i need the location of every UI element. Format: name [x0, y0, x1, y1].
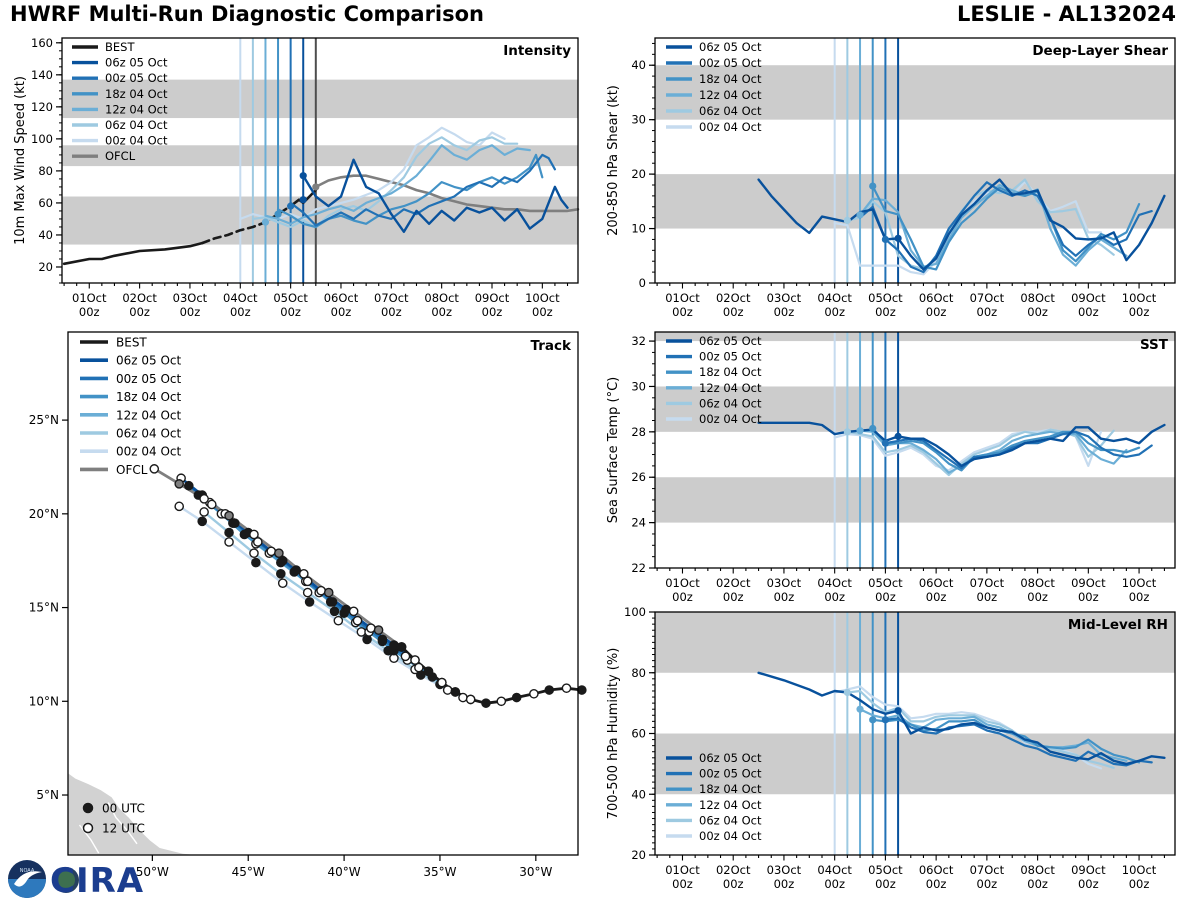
init-marker — [856, 211, 863, 218]
x-tick-hour: 00z — [1027, 305, 1048, 319]
marker-12utc — [350, 607, 358, 615]
legend-label: 12z 04 Oct — [699, 88, 762, 102]
marker-00utc — [198, 517, 206, 525]
legend — [80, 336, 182, 477]
x-tick-date: 06Oct — [918, 863, 954, 877]
init-time-lines — [835, 332, 898, 568]
x-tick-hour: 00z — [925, 590, 947, 604]
footer-logos — [8, 860, 144, 900]
x-tick-date: 02Oct — [122, 291, 157, 305]
legend-marker-filled — [84, 804, 93, 813]
legend-label: 06z 05 Oct — [105, 55, 168, 70]
marker-12utc — [250, 530, 258, 538]
y-axis — [624, 605, 655, 862]
y-tick-label: 25°N — [28, 413, 59, 428]
x-tick-date: 03Oct — [766, 576, 802, 590]
x-tick-hour: 00z — [925, 877, 947, 891]
x-tick-date: 08Oct — [1020, 576, 1055, 590]
x-tick-date: 02Oct — [715, 291, 751, 305]
page-title: HWRF Multi-Run Diagnostic Comparison — [10, 2, 485, 26]
x-tick-date: 10Oct — [525, 291, 560, 305]
legend-label: OFCL — [105, 149, 136, 164]
panel-shear — [606, 38, 1175, 319]
x-tick-hour: 00z — [179, 305, 201, 319]
legend-label: 06z 04 Oct — [699, 813, 762, 828]
marker-00utc — [275, 549, 283, 557]
init-marker — [300, 172, 307, 179]
y-tick-label: 0 — [638, 276, 646, 290]
x-tick-hour: 00z — [672, 590, 693, 604]
x-tick-hour: 00z — [1128, 305, 1150, 319]
x-tick-hour: 00z — [824, 590, 846, 604]
init-marker — [882, 716, 889, 723]
y-tick-label: 140 — [31, 67, 53, 82]
marker-legend-label: 12 UTC — [102, 821, 145, 836]
legend-marker-open — [84, 824, 93, 833]
y-axis-title: 200-850 hPa Shear (kt) — [606, 85, 621, 236]
legend-label: 06z 04 Oct — [116, 426, 182, 441]
x-axis — [64, 283, 567, 319]
marker-00utc — [424, 667, 432, 675]
y-tick-label: 10 — [631, 221, 646, 236]
x-tick-hour: 00z — [532, 305, 553, 319]
band — [62, 145, 578, 166]
marker-12utc — [175, 502, 183, 510]
panel-rh — [606, 605, 1175, 891]
init-marker — [300, 196, 307, 203]
x-tick-date: 01Oct — [665, 863, 700, 877]
marker-12utc — [200, 508, 208, 516]
x-tick-date: 09Oct — [1071, 576, 1106, 590]
y-tick-label: 120 — [31, 99, 53, 114]
init-marker — [869, 425, 876, 432]
y-axis — [31, 36, 62, 283]
x-tick-date: 01Oct — [665, 576, 700, 590]
legend-label: 00z 05 Oct — [116, 371, 182, 386]
x-tick-date: 04Oct — [817, 863, 852, 877]
marker-00utc — [225, 528, 233, 536]
marker-00utc — [330, 607, 338, 615]
x-tick-hour: 00z — [773, 877, 795, 891]
panel-title: Intensity — [503, 43, 571, 59]
x-tick-hour: 00z — [1027, 590, 1048, 604]
marker-00utc — [185, 482, 193, 490]
x-tick-date: 08Oct — [1020, 863, 1055, 877]
panel-intensity — [13, 36, 578, 319]
init-marker — [882, 236, 889, 243]
init-marker — [844, 217, 851, 224]
y-tick-label: 60 — [631, 726, 646, 741]
x-tick-hour: 00z — [229, 305, 251, 319]
marker-00utc — [482, 699, 490, 707]
marker-12utc — [353, 617, 361, 625]
init-marker — [274, 211, 281, 218]
x-tick-label: 30°W — [519, 865, 553, 879]
x-tick-date: 10Oct — [1121, 863, 1157, 877]
marker-12utc — [444, 686, 452, 694]
y-tick-label: 28 — [631, 424, 646, 439]
track-markers — [150, 465, 586, 708]
x-tick-hour: 00z — [722, 590, 744, 604]
marker-12utc — [300, 570, 308, 578]
marker-12utc — [411, 656, 419, 664]
init-marker — [262, 219, 269, 226]
marker-00utc — [578, 686, 586, 694]
y-tick-label: 60 — [38, 195, 53, 210]
marker-12utc — [304, 588, 312, 596]
noaa-logo — [8, 860, 46, 898]
marker-legend-label: 00 UTC — [102, 801, 145, 816]
marker-00utc — [390, 641, 398, 649]
marker-00utc — [277, 570, 285, 578]
y-tick-label: 40 — [38, 227, 53, 242]
legend-label: 06z 04 Oct — [105, 118, 168, 132]
panel-sst — [606, 332, 1175, 604]
marker-12utc — [334, 617, 342, 625]
legend-label: 06z 05 Oct — [699, 334, 762, 348]
y-axis-title: 700-500 hPa Humidity (%) — [606, 647, 621, 820]
marker-12utc — [459, 693, 467, 701]
marker-00utc — [231, 519, 239, 527]
x-tick-hour: 00z — [1077, 305, 1099, 319]
x-tick-hour: 00z — [380, 305, 402, 319]
legend-label: BEST — [105, 40, 135, 54]
x-tick-hour: 00z — [330, 305, 352, 319]
x-tick-date: 06Oct — [323, 291, 359, 305]
init-marker — [312, 183, 319, 190]
x-tick-date: 05Oct — [868, 863, 903, 877]
x-tick-hour: 00z — [672, 305, 693, 319]
init-marker — [856, 427, 863, 434]
panel-title: SST — [1139, 337, 1168, 353]
x-tick-hour: 00z — [976, 877, 998, 891]
x-tick-date: 10Oct — [1121, 576, 1157, 590]
x-tick-date: 07Oct — [374, 291, 409, 305]
x-tick-date: 09Oct — [1071, 291, 1106, 305]
band — [655, 174, 1175, 228]
y-tick-label: 30 — [631, 112, 646, 127]
legend-label: 18z 04 Oct — [699, 72, 762, 86]
x-tick-hour: 00z — [875, 305, 896, 319]
x-tick-date: 09Oct — [1071, 863, 1106, 877]
x-tick-date: 05Oct — [273, 291, 308, 305]
x-tick-hour: 00z — [875, 877, 896, 891]
x-tick-hour: 00z — [1077, 877, 1099, 891]
legend-label: 00z 04 Oct — [699, 412, 762, 426]
x-tick-hour: 00z — [280, 305, 301, 319]
y-tick-label: 24 — [631, 515, 646, 530]
legend-label: 00z 05 Oct — [105, 71, 168, 86]
y-tick-label: 80 — [38, 163, 53, 178]
legend-label: 12z 04 Oct — [699, 797, 762, 812]
init-marker — [856, 706, 863, 713]
series-best — [64, 243, 202, 264]
marker-00utc — [378, 635, 386, 643]
legend-label: 00z 04 Oct — [116, 444, 182, 459]
legend-label: 00z 04 Oct — [105, 133, 168, 148]
x-axis — [657, 568, 1164, 604]
panel-track — [29, 332, 586, 879]
x-tick-hour: 00z — [431, 305, 452, 319]
x-tick-hour: 00z — [773, 590, 795, 604]
y-axis-title: 10m Max Wind Speed (kt) — [13, 76, 28, 245]
cira-text: CIRA — [50, 861, 145, 900]
band — [62, 197, 578, 245]
legend-label: OFCL — [116, 462, 148, 477]
legend-label: BEST — [116, 335, 147, 350]
legend-label: 00z 05 Oct — [699, 349, 762, 364]
x-tick-date: 08Oct — [1020, 291, 1055, 305]
panel-title: Mid-Level RH — [1067, 617, 1168, 633]
marker-12utc — [208, 500, 216, 508]
x-tick-date: 01Oct — [665, 291, 700, 305]
y-tick-label: 26 — [631, 470, 646, 485]
y-tick-label: 40 — [631, 58, 646, 73]
x-tick-date: 03Oct — [766, 291, 802, 305]
legend-label: 00z 05 Oct — [699, 56, 762, 70]
x-tick-hour: 00z — [78, 305, 100, 319]
series-06z-04-oct — [847, 430, 1113, 475]
marker-12utc — [530, 690, 538, 698]
y-tick-label: 20 — [631, 848, 646, 862]
y-tick-label: 100 — [624, 605, 646, 619]
legend-label: 06z 05 Oct — [699, 40, 762, 54]
legend-label: 00z 05 Oct — [699, 766, 762, 781]
legend-label: 12z 04 Oct — [116, 408, 182, 423]
x-tick-hour: 00z — [1077, 590, 1099, 604]
x-tick-label: 40°W — [327, 865, 361, 879]
marker-00utc — [292, 566, 300, 574]
y-axis — [29, 413, 68, 802]
init-marker — [882, 440, 889, 447]
panel-title: Track — [530, 338, 571, 354]
noaa-text: NOAA — [19, 868, 35, 874]
x-tick-label: 50°W — [135, 865, 169, 879]
init-marker — [869, 182, 876, 189]
marker-12utc — [317, 587, 325, 595]
y-axis — [631, 43, 655, 290]
x-tick-hour: 00z — [824, 305, 846, 319]
x-tick-date: 04Oct — [223, 291, 258, 305]
init-marker — [844, 428, 851, 435]
marker-00utc — [252, 558, 260, 566]
x-tick-date: 02Oct — [715, 863, 751, 877]
x-tick-date: 03Oct — [172, 291, 208, 305]
init-marker — [844, 689, 851, 696]
init-marker — [287, 203, 294, 210]
x-tick-date: 04Oct — [817, 291, 852, 305]
x-tick-label: 45°W — [231, 865, 265, 879]
y-tick-label: 32 — [631, 334, 646, 349]
x-tick-hour: 00z — [481, 305, 503, 319]
x-axis — [136, 855, 553, 879]
band — [655, 477, 1175, 522]
x-tick-date: 03Oct — [766, 863, 802, 877]
x-tick-hour: 00z — [722, 877, 744, 891]
init-marker — [869, 716, 876, 723]
marker-00utc — [398, 643, 406, 651]
x-tick-hour: 00z — [1027, 877, 1048, 891]
marker-12utc — [200, 495, 208, 503]
marker-12utc — [267, 547, 275, 555]
legend-label: 12z 04 Oct — [699, 380, 762, 395]
y-tick-label: 20°N — [28, 506, 59, 521]
x-tick-hour: 00z — [976, 590, 998, 604]
legend-label: 18z 04 Oct — [116, 390, 182, 405]
marker-00utc — [305, 598, 313, 606]
marker-12utc — [562, 684, 570, 692]
marker-12utc — [367, 624, 375, 632]
y-tick-label: 20 — [38, 259, 53, 274]
marker-00utc — [451, 688, 459, 696]
marker-12utc — [250, 549, 258, 557]
x-tick-hour: 00z — [1128, 590, 1150, 604]
x-axis — [657, 283, 1164, 319]
x-tick-hour: 00z — [722, 305, 744, 319]
init-marker — [894, 235, 901, 242]
y-tick-label: 5°N — [36, 788, 59, 803]
marker-00utc — [225, 512, 233, 520]
legend-label: 06z 04 Oct — [699, 104, 762, 118]
init-marker — [894, 433, 901, 440]
x-tick-date: 07Oct — [969, 576, 1005, 590]
y-tick-label: 15°N — [28, 600, 59, 615]
legend-label: 06z 05 Oct — [116, 353, 182, 368]
legend-label: 00z 04 Oct — [699, 829, 762, 843]
x-tick-date: 05Oct — [868, 576, 903, 590]
marker-00utc — [513, 693, 521, 701]
y-tick-label: 30 — [631, 379, 646, 394]
x-tick-date: 08Oct — [424, 291, 459, 305]
marker-00utc — [545, 686, 553, 694]
y-tick-label: 40 — [631, 787, 646, 802]
legend-label: 18z 04 Oct — [105, 86, 168, 101]
y-tick-label: 10°N — [28, 694, 59, 709]
marker-12utc — [401, 652, 409, 660]
marker-12utc — [467, 695, 475, 703]
y-tick-label: 160 — [31, 35, 53, 50]
x-tick-date: 05Oct — [868, 291, 903, 305]
legend-label: 06z 05 Oct — [699, 751, 762, 765]
x-tick-date: 07Oct — [969, 863, 1005, 877]
x-tick-hour: 00z — [925, 305, 947, 319]
x-tick-hour: 00z — [976, 305, 998, 319]
legend-label: 00z 04 Oct — [699, 120, 762, 134]
x-axis — [657, 855, 1164, 891]
x-tick-date: 07Oct — [969, 291, 1005, 305]
init-marker — [894, 707, 901, 714]
x-tick-hour: 00z — [875, 590, 896, 604]
panel-title: Deep-Layer Shear — [1032, 43, 1168, 59]
storm-title: LESLIE - AL132024 — [956, 2, 1176, 26]
x-tick-date: 06Oct — [918, 576, 954, 590]
legend-label: 18z 04 Oct — [699, 782, 762, 797]
y-tick-label: 80 — [631, 665, 646, 680]
marker-00utc — [342, 605, 350, 613]
x-tick-hour: 00z — [672, 877, 693, 891]
y-tick-label: 22 — [631, 561, 646, 575]
x-tick-label: 35°W — [423, 865, 457, 879]
x-tick-hour: 00z — [129, 305, 150, 319]
marker-00utc — [375, 626, 383, 634]
marker-12utc — [438, 678, 446, 686]
x-tick-hour: 00z — [773, 305, 795, 319]
marker-00utc — [328, 598, 336, 606]
x-tick-date: 10Oct — [1121, 291, 1157, 305]
y-axis-title: Sea Surface Temp (°C) — [606, 376, 621, 524]
marker-12utc — [150, 465, 158, 473]
marker-00utc — [325, 588, 333, 596]
legend-label: 12z 04 Oct — [105, 102, 168, 117]
marker-12utc — [279, 579, 287, 587]
legend-label: 06z 04 Oct — [699, 396, 762, 411]
y-tick-label: 20 — [631, 167, 646, 182]
marker-12utc — [225, 538, 233, 546]
x-tick-date: 06Oct — [918, 291, 954, 305]
y-tick-label: 100 — [31, 131, 53, 146]
marker-00utc — [175, 480, 183, 488]
y-axis — [631, 334, 655, 575]
marker-12utc — [497, 697, 505, 705]
legend-label: 18z 04 Oct — [699, 365, 762, 380]
x-tick-date: 02Oct — [715, 576, 751, 590]
cira-logo — [50, 861, 144, 900]
x-tick-date: 09Oct — [474, 291, 510, 305]
x-tick-date: 01Oct — [72, 291, 107, 305]
x-tick-date: 04Oct — [817, 576, 852, 590]
x-tick-hour: 00z — [824, 877, 846, 891]
x-tick-hour: 00z — [1128, 877, 1150, 891]
